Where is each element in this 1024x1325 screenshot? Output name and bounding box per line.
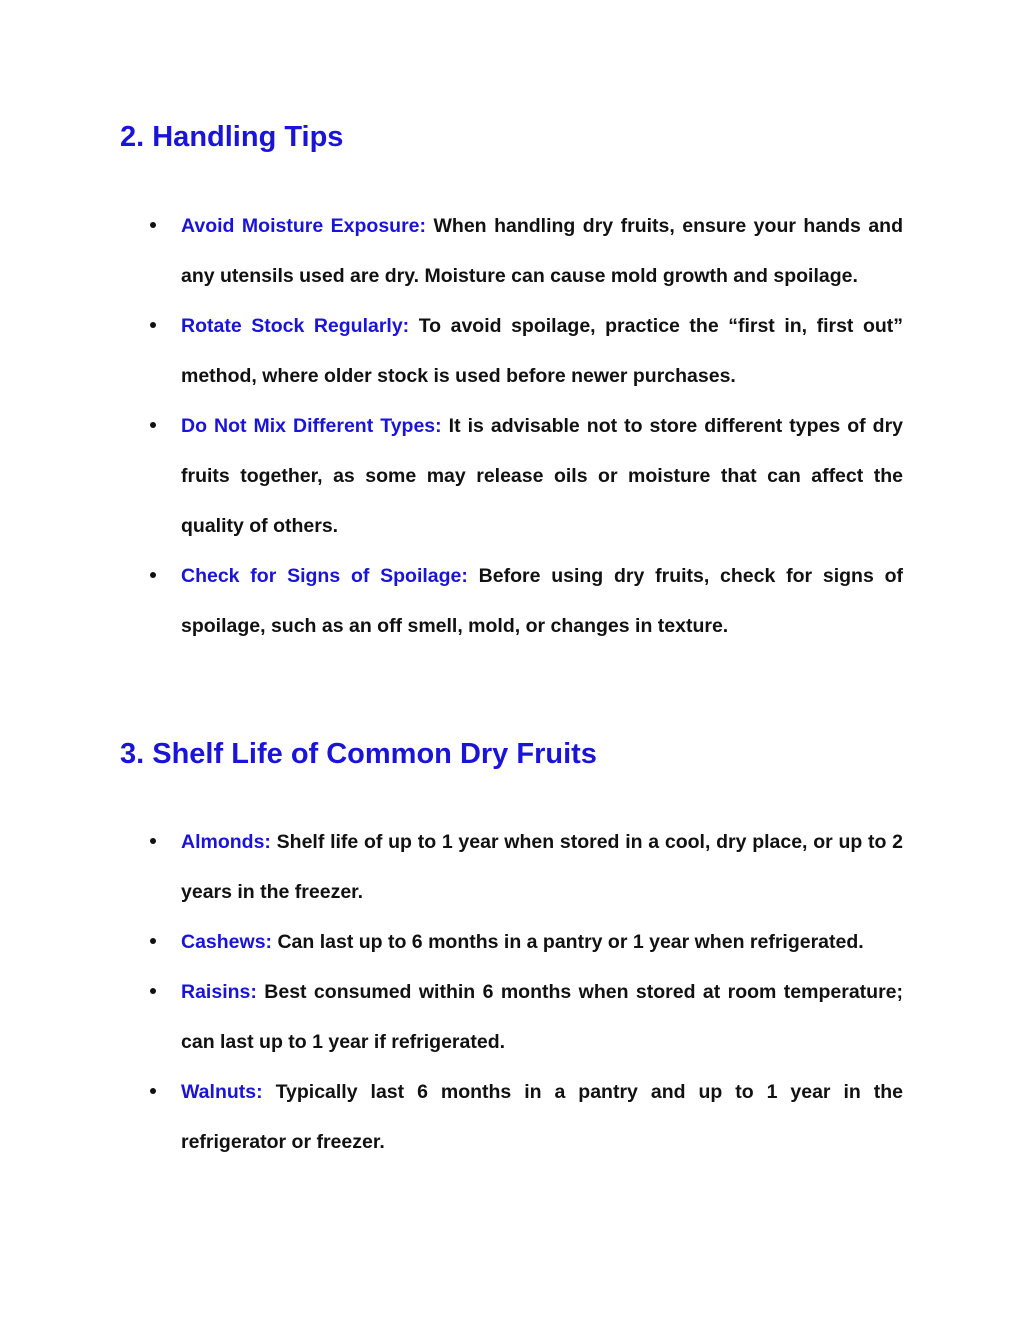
bullet-icon: [150, 222, 156, 228]
list-item-text: [181, 967, 903, 1067]
list-item-text: [181, 301, 903, 401]
list-item: [0, 817, 1024, 917]
list-item-term: Walnuts:: [181, 1081, 263, 1103]
list-item-text: [181, 817, 903, 917]
list-item-term: Cashews:: [181, 931, 273, 953]
list-item-term: Avoid Moisture Exposure:: [181, 215, 427, 237]
handling-tips-list: [0, 201, 1024, 651]
list-item-text: [181, 201, 903, 301]
list-item-text: [181, 551, 903, 651]
bullet-icon: [150, 572, 156, 578]
list-item-description: Best consumed within 6 months when stored at room temperature; can last up to 1 year if refrigerated.: [181, 981, 903, 1053]
bullet-icon: [150, 322, 156, 328]
list-item-term: Almonds:: [181, 831, 271, 853]
list-item-text: [181, 917, 903, 967]
section-heading-shelf-life: 3. Shelf Life of Common Dry Fruits: [120, 738, 597, 770]
shelf-life-list: [0, 817, 1024, 1167]
list-item-description: Can last up to 6 months in a pantry or 1 year when refrigerated.: [277, 931, 864, 953]
bullet-icon: [150, 1088, 156, 1094]
list-item-description: Shelf life of up to 1 year when stored in a cool, dry place, or up to 2 years in the freezer.: [181, 831, 904, 903]
list-item: [0, 201, 1024, 301]
list-item: [0, 551, 1024, 651]
bullet-icon: [150, 422, 156, 428]
list-item: [0, 917, 1024, 967]
list-item-text: [181, 1067, 903, 1167]
section-heading-handling-tips: 2. Handling Tips: [120, 121, 344, 153]
list-item: [0, 1067, 1024, 1167]
list-item-description: When handling dry fruits, ensure your hands and any utensils used are dry. Moisture can cause mold growth and spoilage.: [181, 215, 903, 287]
bullet-icon: [150, 988, 156, 994]
list-item-text: [181, 401, 903, 551]
list-item-term: Do Not Mix Different Types:: [181, 415, 442, 437]
list-item: [0, 967, 1024, 1067]
list-item-description: To avoid spoilage, practice the “first in, first out” method, where older stock is used before newer purchases.: [181, 315, 904, 387]
list-item: [0, 301, 1024, 401]
bullet-icon: [150, 938, 156, 944]
list-item-term: Check for Signs of Spoilage:: [181, 565, 468, 587]
bullet-icon: [150, 838, 156, 844]
list-item-description: Typically last 6 months in a pantry and up to 1 year in the refrigerator or freezer.: [181, 1081, 903, 1153]
list-item-term: Raisins:: [181, 981, 257, 1003]
list-item-description: Before using dry fruits, check for signs of spoilage, such as an off smell, mold, or changes in texture.: [181, 565, 903, 637]
list-item-description: It is advisable not to store different types of dry fruits together, as some may release oils or moisture that can affect the quality of others.: [181, 415, 903, 537]
list-item: [0, 401, 1024, 551]
list-item-term: Rotate Stock Regularly:: [181, 315, 410, 337]
